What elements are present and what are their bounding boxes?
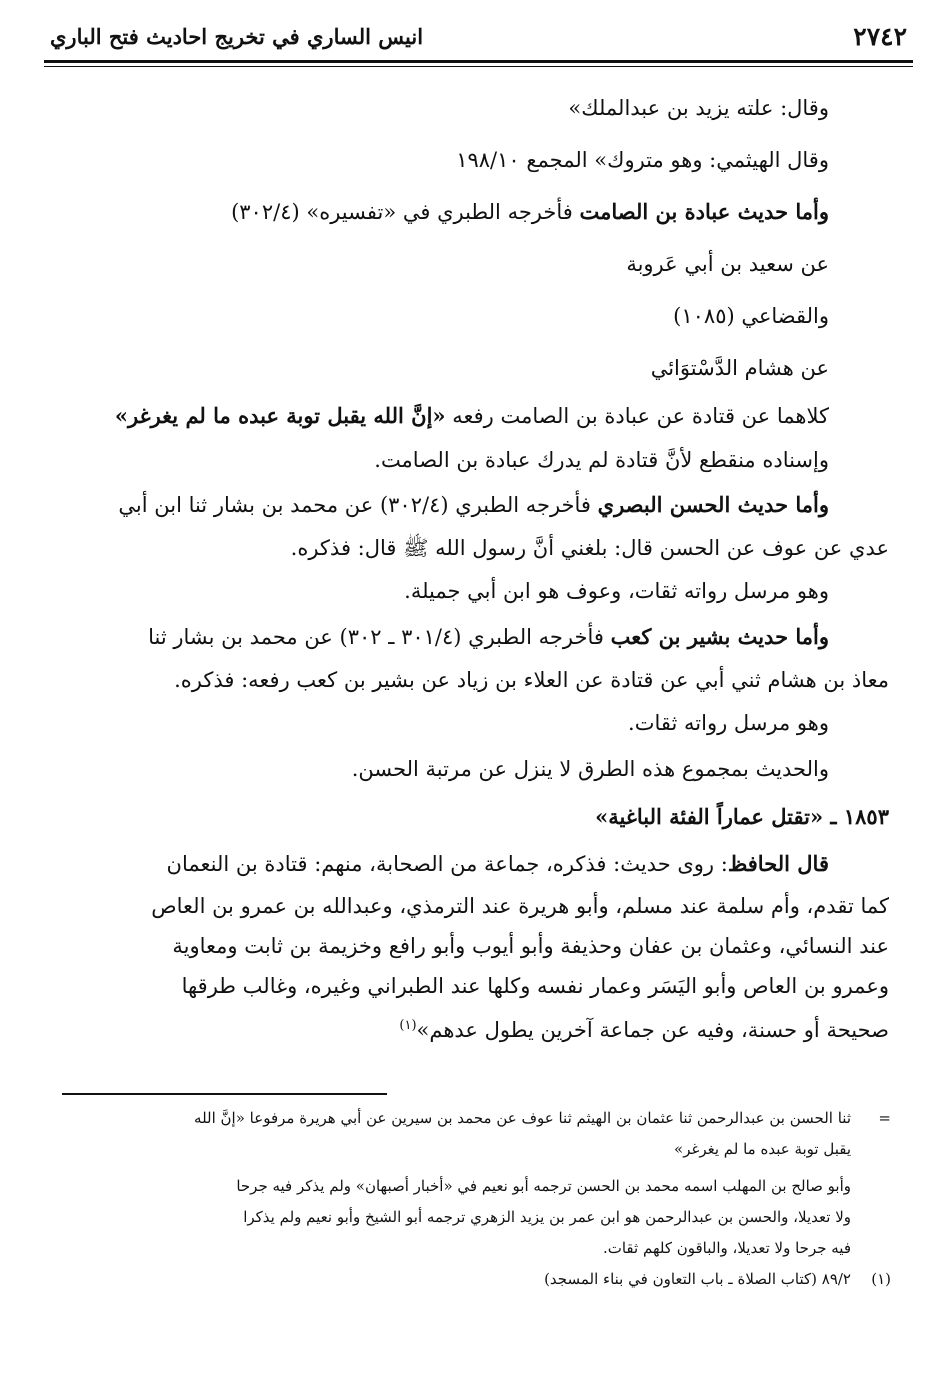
- footnote-line: فيه جرحا ولا تعديلا، والباقون كلهم ثقات.: [602, 1239, 851, 1257]
- footnote-line: (١)٨٩/٢ (كتاب الصلاة ـ باب التعاون في بناء المسجد): [62, 1264, 891, 1295]
- text-line: كما تقدم، وأم سلمة عند مسلم، وأبو هريرة عند الترمذي، وعبدالله بن عمرو بن العاص: [151, 894, 889, 918]
- text-line: وأما حديث الحسن البصري فأخرجه الطبري (٣٠٢/٤) عن محمد بن بشار ثنا ابن أبي: [118, 492, 829, 517]
- continuation-mark: =: [878, 1109, 891, 1127]
- page-number: ٢٧٤٢: [853, 22, 907, 51]
- section-heading: وأما حديث الحسن البصري: [597, 492, 829, 517]
- text-line: عن سعيد بن أبي عَروبة: [626, 252, 829, 276]
- header-rule-thin: [44, 66, 913, 67]
- main-text: [62, 82, 889, 1050]
- footnote-line: ولا تعديلا، والحسن بن عبدالرحمن هو ابن عمر بن يزيد الزهري ترجمه أبو الشيخ وأبو نعيم ولم يذكرا: [243, 1208, 851, 1226]
- text-line: عند النسائي، وعثمان بن عفان وحذيفة وأبو أيوب وأبو رافع وخزيمة بن ثابت ومعاوية: [172, 934, 889, 958]
- text-line: وإسناده منقطع لأنَّ قتادة لم يدرك عبادة بن الصامت.: [374, 448, 829, 472]
- text-line: كلاهما عن قتادة عن عبادة بن الصامت رفعه «إنَّ الله يقبل توبة عبده ما لم يغرغر»: [114, 403, 829, 428]
- footnote-ref: (١): [399, 1018, 417, 1033]
- text-line: وعمرو بن العاص وأبو اليَسَر وعمار نفسه وكلها عند الطبراني وغيره، وغالب طرقها: [181, 974, 889, 998]
- section-heading: قال الحافظ: [727, 851, 829, 876]
- footnote-line: وأبو صالح بن المهلب اسمه محمد بن الحسن ترجمه أبو نعيم في «أخبار أصبهان» ولم يذكر فيه جرحا: [236, 1177, 851, 1195]
- header-rule-thick: [44, 60, 913, 63]
- text-line: وهو مرسل رواته ثقات.: [628, 711, 829, 735]
- text-line: صحيحة أو حسنة، وفيه عن جماعة آخرين يطول عدهم»$^{(١)}$: [399, 1018, 889, 1042]
- text-line: وأما حديث بشير بن كعب فأخرجه الطبري (٣٠١/٤ ـ ٣٠٢) عن محمد بن بشار ثنا: [148, 624, 829, 649]
- text-line: عدي عن عوف عن الحسن قال: بلغني أنَّ رسول الله ﷺ قال: فذكره.: [290, 536, 889, 560]
- footnote-rule: [62, 1093, 387, 1095]
- section-heading: وأما حديث بشير بن كعب: [610, 624, 829, 649]
- text-line: عن هشام الدَّسْتوَائي: [650, 356, 829, 380]
- text-line: وأما حديث عبادة بن الصامت فأخرجه الطبري في «تفسيره» (٣٠٢/٤): [231, 199, 829, 224]
- text-line: معاذ بن هشام ثني أبي عن قتادة عن العلاء بن زياد عن بشير بن كعب رفعه: فذكره.: [174, 668, 889, 692]
- hadith-number-heading: ١٨٥٣ ـ «تقتل عماراً الفئة الباغية»: [595, 804, 889, 829]
- text-line: والقضاعي (١٠٨٥): [673, 304, 829, 328]
- text-line: وقال: علته يزيد بن عبدالملك»: [568, 96, 829, 120]
- footnote-line: =ثنا الحسن بن عبدالرحمن ثنا عثمان بن الهيثم ثنا عوف عن محمد بن سيرين عن أبي هريرة مرفوعا «إنَّ الله: [62, 1103, 891, 1134]
- text-line: وقال الهيثمي: وهو متروك» المجمع ١٩٨/١٠: [456, 148, 829, 172]
- footnote-line: يقبل توبة عبده ما لم يغرغر»: [674, 1140, 851, 1158]
- section-heading: وأما حديث عبادة بن الصامت: [579, 199, 829, 224]
- footnote-number: (١): [871, 1270, 891, 1288]
- footnotes: [62, 1103, 891, 1295]
- text-line: والحديث بمجموع هذه الطرق لا ينزل عن مرتبة الحسن.: [351, 757, 829, 781]
- text-line: قال الحافظ: روى حديث: فذكره، جماعة من الصحابة، منهم: قتادة بن النعمان: [166, 851, 829, 876]
- text-line: وهو مرسل رواته ثقات، وعوف هو ابن أبي جميلة.: [404, 579, 829, 603]
- hadith-quote: «إنَّ الله يقبل توبة عبده ما لم يغرغر»: [114, 403, 446, 428]
- running-header-title: انيس الساري في تخريج احاديث فتح الباري: [50, 24, 424, 49]
